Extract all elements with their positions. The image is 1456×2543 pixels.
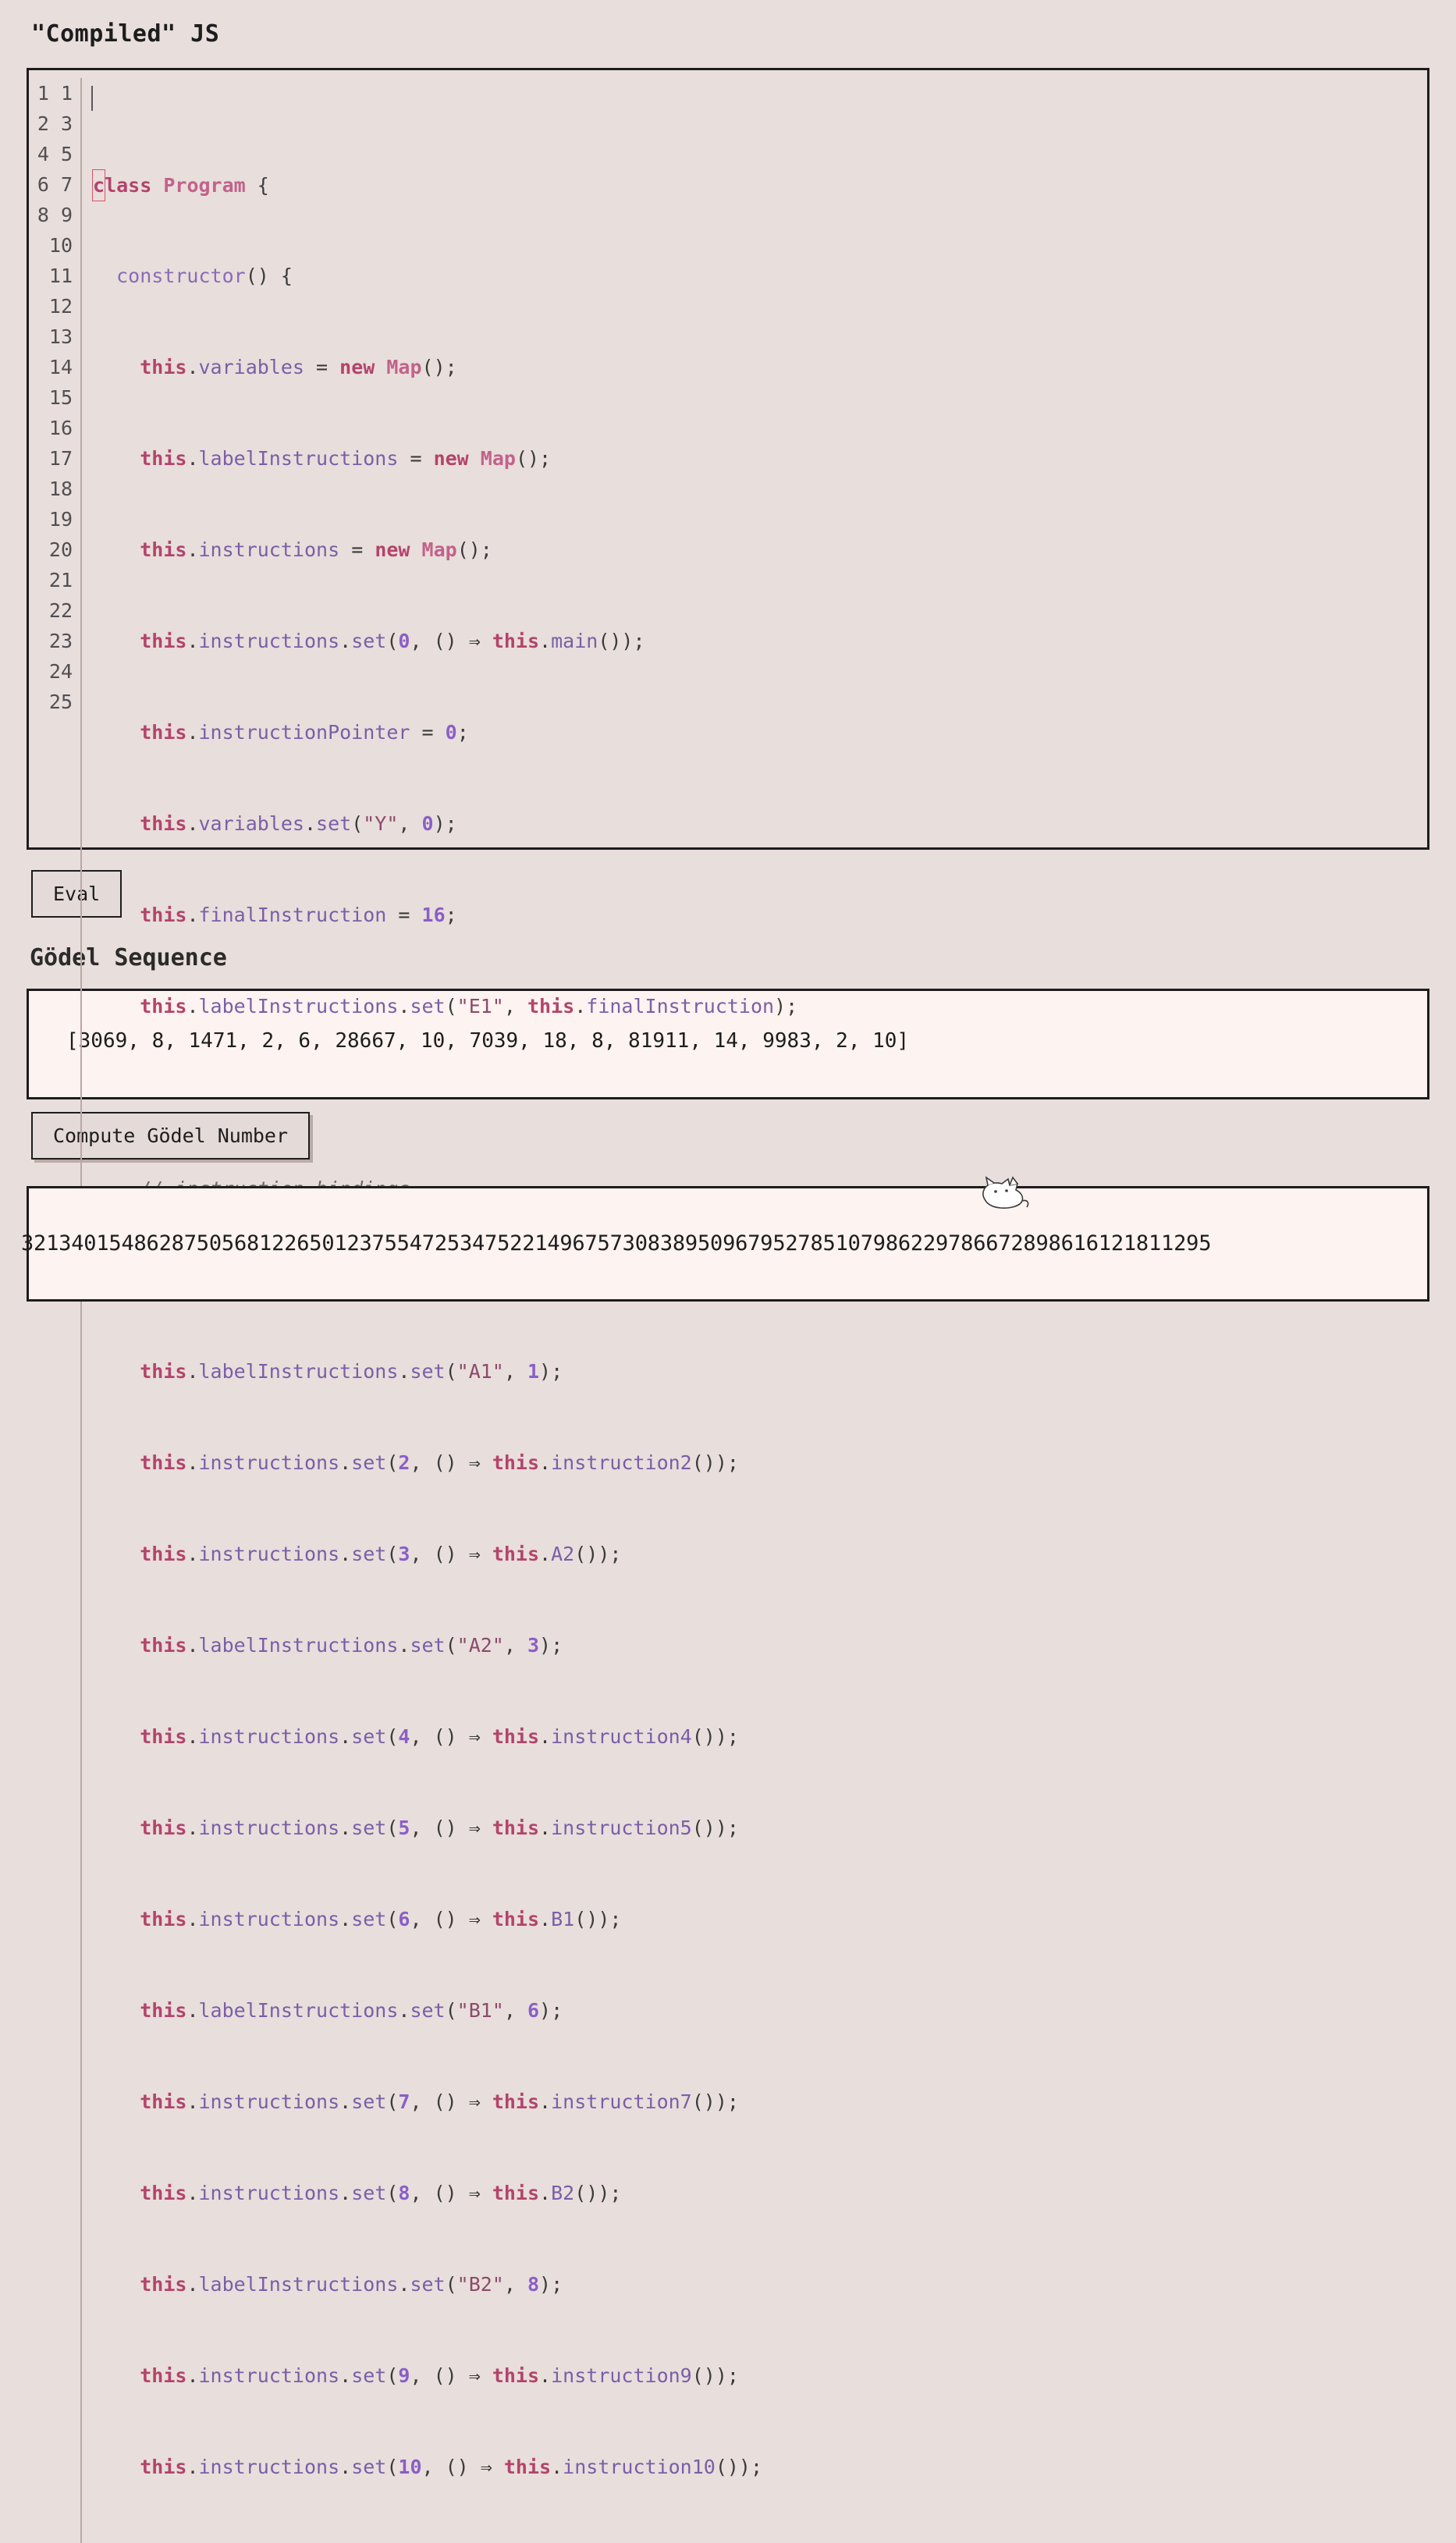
code-line: this.labelInstructions.set("B2", 8); <box>140 2273 563 2296</box>
code-line: this.instructions.set(10, () ⇒ this.instruction10()); <box>140 2456 763 2478</box>
code-line: this.instructions.set(8, () ⇒ this.B2()); <box>140 2182 622 2204</box>
code-line: this.labelInstructions.set("B1", 6); <box>140 1999 563 2022</box>
code-line: this.labelInstructions.set("A2", 3); <box>140 1634 563 1657</box>
code-line: this.labelInstructions.set("E1", this.finalInstruction); <box>140 995 798 1018</box>
line-number: 16 <box>48 417 73 439</box>
line-number: 9 <box>60 204 73 226</box>
code-line <box>93 1082 1427 1113</box>
line-number: 25 <box>48 691 73 713</box>
eval-button[interactable]: Eval <box>31 870 122 918</box>
line-number: 17 <box>48 447 73 470</box>
line-number: 13 <box>48 325 73 348</box>
code-line: this.instructionPointer = 0; <box>140 721 469 744</box>
compute-godel-number-button[interactable]: Compute Gödel Number <box>31 1112 310 1160</box>
line-number: 11 <box>48 265 73 287</box>
code-content[interactable] <box>82 78 1427 2543</box>
line-number: 23 <box>48 630 73 652</box>
code-line: this.instructions.set(9, () ⇒ this.instruction9()); <box>140 2364 739 2387</box>
line-number: 2 <box>37 112 49 135</box>
godel-number-output <box>21 1186 1429 1302</box>
line-number: 14 <box>48 356 73 378</box>
line-number: 12 <box>48 295 73 318</box>
line-number: 24 <box>48 660 73 683</box>
line-number: 18 <box>48 478 73 500</box>
code-line: this.instructions.set(7, () ⇒ this.instruction7()); <box>140 2090 739 2113</box>
code-line: this.instructions = new Map(); <box>140 538 492 561</box>
code-line: this.instructions.set(5, () ⇒ this.instruction5()); <box>140 1817 739 1839</box>
code-line: this.variables.set("Y", 0); <box>140 812 457 835</box>
code-line: constructor() { <box>116 265 293 287</box>
line-number: 21 <box>48 569 73 591</box>
godel-sequence-title: Gödel Sequence <box>30 944 227 971</box>
code-line: this.instructions.set(3, () ⇒ this.A2()); <box>140 1543 622 1565</box>
code-line: this.instructions.set(6, () ⇒ this.B1()); <box>140 1908 622 1930</box>
line-number: 4 <box>37 143 49 165</box>
line-number: 1 <box>60 82 73 105</box>
code-line: this.instructions.set(2, () ⇒ this.instruction2()); <box>140 1451 739 1474</box>
godel-sequence-output: [3069, 8, 1471, 2, 6, 28667, 10, 7039, 18, 8, 81911, 14, 9983, 2, 10] <box>27 989 1429 1099</box>
line-number: 22 <box>48 599 73 622</box>
line-number: 7 <box>60 173 73 196</box>
line-number: 19 <box>48 508 73 531</box>
godel-number-value: 32134015486287505681226501237554725347522149675730838950967952785107986229786672898616121811295 <box>21 1231 1212 1256</box>
code-line: class Program { <box>93 169 1427 200</box>
line-number-gutter <box>29 78 82 2543</box>
page-title: "Compiled" JS <box>31 20 220 48</box>
line-number: 3 <box>60 112 73 135</box>
code-line: this.labelInstructions.set("A1", 1); <box>140 1360 563 1383</box>
line-number: 6 <box>37 173 49 196</box>
code-line: this.finalInstruction = 16; <box>140 904 457 926</box>
line-number: 15 <box>48 386 73 409</box>
line-number: 20 <box>48 538 73 561</box>
line-number: 5 <box>60 143 73 165</box>
line-number: 1 <box>37 82 49 105</box>
code-line: this.instructions.set(4, () ⇒ this.instruction4()); <box>140 1725 739 1748</box>
text-caret <box>91 86 93 111</box>
code-line: this.variables = new Map(); <box>140 356 457 378</box>
line-number: 10 <box>48 234 73 257</box>
code-line: this.instructions.set(0, () ⇒ this.main()); <box>140 630 645 652</box>
line-number: 8 <box>37 204 49 226</box>
code-line: this.labelInstructions = new Map(); <box>140 447 552 470</box>
